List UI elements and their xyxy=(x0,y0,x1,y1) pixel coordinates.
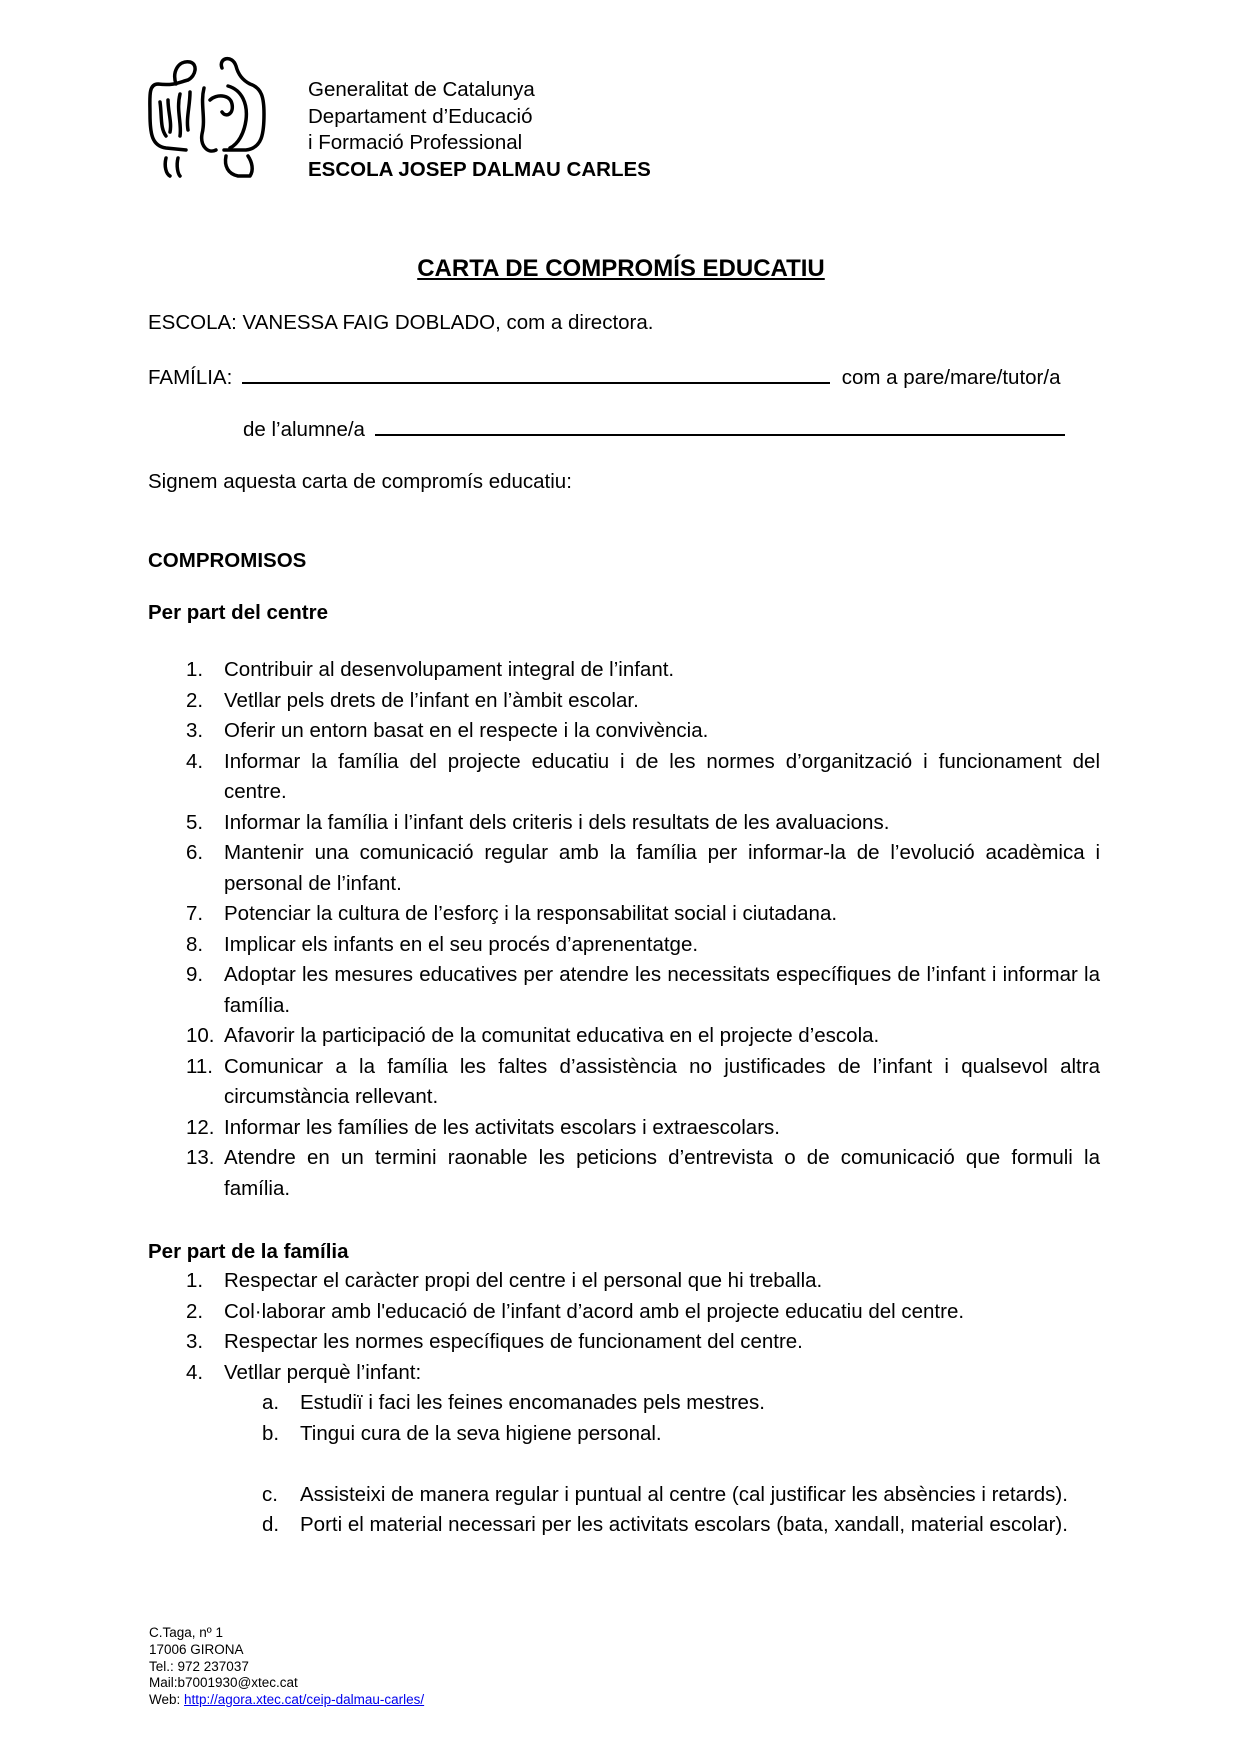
item-text: Respectar el caràcter propi del centre i el personal que hi treballa. xyxy=(224,1269,823,1292)
item-number: 3. xyxy=(186,719,204,742)
letterhead-line: i Formació Professional xyxy=(308,131,523,154)
item-number: 7. xyxy=(186,902,204,925)
sub-list-item xyxy=(224,1510,1100,1541)
item-number: 1. xyxy=(186,658,204,681)
item-number: 2. xyxy=(186,688,204,712)
item-text: Mantenir una comunicació regular amb la família per informar-la de l’evolució acadèmica i personal de l’infant. xyxy=(224,841,1100,895)
item-number: 4. xyxy=(186,749,204,773)
familia-suffix: com a pare/mare/tutor/a xyxy=(841,366,1061,389)
item-number: 6. xyxy=(186,841,204,864)
familia-commitments-list xyxy=(148,1266,1100,1541)
list-item xyxy=(148,838,1100,899)
item-text: Implicar els infants en el seu procés d’aprenentatge. xyxy=(224,932,699,956)
alumne-name-field[interactable] xyxy=(375,416,1065,436)
escola-line: ESCOLA: VANESSA FAIG DOBLADO, com a directora. xyxy=(148,311,654,334)
list-item xyxy=(148,930,1100,961)
item-text: Atendre en un termini raonable les peticions d’entrevista o de comunicació que formuli la família. xyxy=(224,1146,1100,1200)
spacer xyxy=(148,1449,1100,1480)
list-item xyxy=(148,1266,1100,1297)
document-title: CARTA DE COMPROMÍS EDUCATIU xyxy=(417,255,825,282)
section-heading: COMPROMISOS xyxy=(148,549,307,572)
item-number: 13. xyxy=(186,1146,215,1169)
item-number: 9. xyxy=(186,963,204,986)
item-text: Informar la família i l’infant dels criteris i dels resultats de les avaluacions. xyxy=(224,810,890,834)
item-letter: c. xyxy=(262,1482,278,1506)
list-item xyxy=(148,1052,1100,1113)
item-text: Tingui cura de la seva higiene personal. xyxy=(300,1421,662,1445)
footer-web-label: Web: xyxy=(149,1692,185,1708)
list-item xyxy=(148,686,1100,717)
intro-text: Signem aquesta carta de compromís educatiu: xyxy=(148,470,572,493)
item-text: Vetllar pels drets de l’infant en l’àmbit escolar. xyxy=(224,688,639,712)
item-number: 10. xyxy=(186,1024,215,1047)
alumne-label: de l’alumne/a xyxy=(243,418,365,441)
item-text: Estudiï i faci les feines encomanades pels mestres. xyxy=(300,1391,765,1414)
list-item xyxy=(148,1113,1100,1144)
list-item xyxy=(148,808,1100,839)
footer-mail: Mail:b7001930@xtec.cat xyxy=(149,1675,298,1691)
item-number: 5. xyxy=(186,810,204,834)
item-text: Respectar les normes específiques de funcionament del centre. xyxy=(224,1330,803,1353)
item-number: 12. xyxy=(186,1115,215,1139)
item-text: Col·laborar amb l'educació de l’infant d’acord amb el projecte educatiu del centre. xyxy=(224,1299,965,1323)
list-item xyxy=(148,1143,1100,1204)
centre-commitments-list xyxy=(148,655,1100,1204)
letterhead xyxy=(308,77,651,183)
sub-list-item xyxy=(224,1480,1100,1511)
item-text: Afavorir la participació de la comunitat educativa en el projecte d’escola. xyxy=(224,1024,880,1047)
item-number: 1. xyxy=(186,1269,204,1292)
footer-phone: Tel.: 972 237037 xyxy=(149,1658,249,1674)
item-text: Adoptar les mesures educatives per atendre les necessitats específiques de l’infant i informar la família. xyxy=(224,963,1100,1017)
list-item xyxy=(148,1021,1100,1052)
list-item xyxy=(148,747,1100,808)
footer-web-link[interactable]: http://agora.xtec.cat/ceip-dalmau-carles/ xyxy=(184,1692,425,1708)
list-item xyxy=(148,960,1100,1021)
item-text: Comunicar a la família les faltes d’assistència no justificades de l’infant i qualsevol altra circumstància rellevant. xyxy=(224,1054,1100,1108)
item-letter: d. xyxy=(262,1513,280,1536)
item-letter: a. xyxy=(262,1391,280,1414)
sub-list-item xyxy=(224,1388,1100,1419)
footer-city: 17006 GIRONA xyxy=(149,1641,244,1657)
item-number: 4. xyxy=(186,1360,204,1384)
item-number: 11. xyxy=(186,1054,213,1078)
letterhead-line: Generalitat de Catalunya xyxy=(308,78,535,101)
item-text: Assisteixi de manera regular i puntual al centre (cal justificar les absències i retards). xyxy=(300,1482,1068,1506)
item-text: Informar la família del projecte educatiu i de les normes d’organització i funcionament del centre. xyxy=(224,749,1100,803)
familia-heading: Per part de la família xyxy=(148,1240,349,1263)
list-item xyxy=(148,1358,1100,1389)
letterhead-line: Departament d’Educació xyxy=(308,104,533,128)
list-item xyxy=(148,716,1100,747)
footer-contact xyxy=(149,1625,424,1709)
footer-web xyxy=(149,1692,424,1709)
item-text: Vetllar perquè l’infant: xyxy=(224,1360,422,1384)
item-letter: b. xyxy=(262,1421,280,1445)
sub-list-item xyxy=(224,1419,1100,1450)
school-logo-icon xyxy=(146,54,268,180)
list-item xyxy=(148,899,1100,930)
item-text: Potenciar la cultura de l’esforç i la responsabilitat social i ciutadana. xyxy=(224,902,838,925)
alumne-row xyxy=(243,416,1065,442)
item-text: Porti el material necessari per les activitats escolars (bata, xandall, material escolar). xyxy=(300,1513,1068,1536)
item-text: Oferir un entorn basat en el respecte i la convivència. xyxy=(224,719,709,742)
list-item xyxy=(148,1297,1100,1328)
item-number: 3. xyxy=(186,1330,204,1353)
familia-row xyxy=(148,364,1060,390)
centre-heading: Per part del centre xyxy=(148,601,329,624)
list-item xyxy=(148,655,1100,686)
item-number: 2. xyxy=(186,1299,204,1323)
familia-label: FAMÍLIA: xyxy=(148,366,233,389)
school-name: ESCOLA JOSEP DALMAU CARLES xyxy=(308,157,651,181)
item-text: Informar les famílies de les activitats escolars i extraescolars. xyxy=(224,1115,780,1139)
item-number: 8. xyxy=(186,932,204,956)
list-item xyxy=(148,1327,1100,1358)
item-text: Contribuir al desenvolupament integral de l’infant. xyxy=(224,658,675,681)
familia-name-field[interactable] xyxy=(242,364,830,384)
footer-address: C.Taga, nº 1 xyxy=(149,1625,223,1640)
